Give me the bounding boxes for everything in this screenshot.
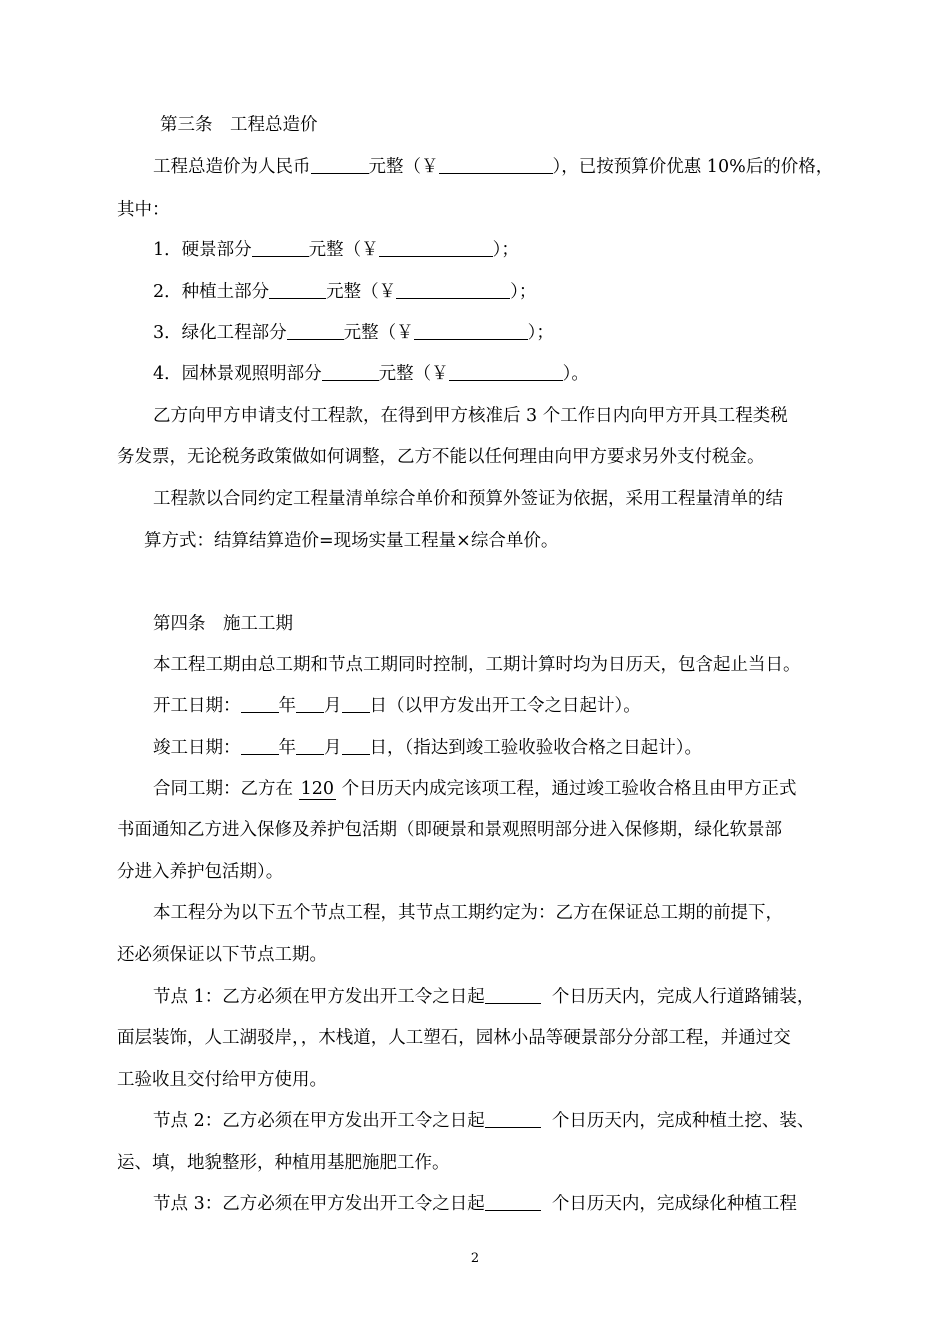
- article3-price-line-2: [117, 198, 170, 222]
- node2-text-b: 个日历天内，完成种植土挖、装、: [551, 1111, 815, 1131]
- end-month-blank: [296, 736, 324, 755]
- month-label: 月: [324, 738, 342, 758]
- price-item-unit: 元整（￥: [308, 240, 379, 260]
- price-item-end: ）；: [510, 282, 537, 302]
- price-item-amount-blank: [414, 321, 528, 340]
- payment-paragraph-l1: [153, 404, 788, 428]
- price-item-unit: 元整（￥: [326, 282, 397, 302]
- node1-l3: [117, 1068, 327, 1092]
- schedule-intro: [153, 653, 801, 677]
- price-item-blank: [322, 362, 379, 381]
- nodes-intro-text-2: 还必须保证以下节点工期。: [117, 945, 327, 965]
- price-item-amount-blank: [449, 362, 563, 381]
- schedule-intro-text: 本工程工期由总工期和节点工期同时控制，工期计算时均为日历天，包含起止当日。: [153, 655, 801, 675]
- start-date-label: 开工日期：: [153, 696, 241, 716]
- price-item-end: ）；: [527, 323, 554, 343]
- start-date-tail: 日（以甲方发出开工令之日起计）。: [369, 696, 641, 716]
- contract-days-value: 120: [300, 779, 334, 799]
- article3-heading-text: 第三条 工程总造价: [160, 115, 318, 135]
- node1-l2: [117, 1026, 791, 1050]
- nodes-intro-text-1: 本工程分为以下五个节点工程，其节点工期约定为：乙方在保证总工期的前提下，: [153, 903, 783, 923]
- article3-heading: [160, 113, 318, 137]
- start-month-blank: [296, 694, 324, 713]
- price-item-1: [153, 238, 519, 262]
- node2-l2: [117, 1151, 450, 1175]
- contract-period-text-2: 书面通知乙方进入保修及养护包活期（即硬景和景观照明部分进入保修期，绿化软景部: [117, 820, 782, 840]
- contract-period-label: 合同工期：乙方在: [153, 779, 293, 799]
- price-amount-blank: [439, 155, 553, 174]
- node1-days-blank: [485, 985, 541, 1004]
- month-label: 月: [324, 696, 342, 716]
- price-item-label: 1．硬景部分: [153, 240, 252, 260]
- settlement-text-1: 工程款以合同约定工程量清单综合单价和预算外签证为依据，采用工程量清单的结: [153, 489, 783, 509]
- nodes-intro-l1: [153, 901, 783, 925]
- payment-paragraph-l2: [117, 445, 765, 469]
- node2-days-blank: [485, 1109, 541, 1128]
- node1-text-2: 面层装饰，人工湖驳岸，，木栈道，人工塑石，园林小品等硬景部分分部工程，并通过交: [117, 1028, 791, 1048]
- price-among: 其中：: [117, 200, 170, 220]
- node2-text-2: 运、填，地貌整形，种植用基肥施肥工作。: [117, 1153, 450, 1173]
- year-label: 年: [278, 696, 296, 716]
- price-blank: [311, 155, 369, 174]
- price-intro: 工程总造价为人民币: [153, 157, 311, 177]
- node1-text-a: 节点 1：乙方必须在甲方发出开工令之日起: [153, 987, 485, 1007]
- price-item-unit: 元整（￥: [378, 364, 449, 384]
- price-item-end: ）。: [562, 364, 589, 384]
- nodes-intro-l2: [117, 943, 327, 967]
- end-day-blank: [342, 736, 370, 755]
- price-item-blank: [252, 238, 309, 257]
- end-date-label: 竣工日期：: [153, 738, 241, 758]
- node3-text-a: 节点 3：乙方必须在甲方发出开工令之日起: [153, 1194, 485, 1214]
- node2-l1: [153, 1109, 814, 1133]
- contract-period-text-3: 分进入养护包活期）。: [117, 862, 284, 882]
- payment-text-1: 乙方向甲方申请支付工程款，在得到甲方核准后 3 个工作日内向甲方开具工程类税: [153, 406, 788, 426]
- settlement-text-2: 算方式：结算结算造价=现场实量工程量×综合单价。: [144, 531, 559, 551]
- settlement-paragraph-l2: [144, 529, 558, 553]
- price-item-blank: [269, 280, 326, 299]
- price-item-amount-blank: [396, 280, 510, 299]
- price-item-label: 4．园林景观照明部分: [153, 364, 322, 384]
- node3-l1: [153, 1192, 797, 1216]
- price-item-4: [153, 362, 589, 386]
- node3-days-blank: [485, 1192, 541, 1211]
- page-number: 2: [470, 1251, 480, 1266]
- article4-heading-text: 第四条 施工工期: [153, 614, 293, 634]
- node2-text-a: 节点 2：乙方必须在甲方发出开工令之日起: [153, 1111, 485, 1131]
- price-item-amount-blank: [379, 238, 493, 257]
- start-date-line: [153, 694, 641, 718]
- price-unit: 元整（￥: [368, 157, 439, 177]
- end-date-line: [153, 736, 702, 760]
- node1-text-b: 个日历天内，完成人行道路铺装，: [551, 987, 815, 1007]
- end-date-tail: 日，（指达到竣工验收验收合格之日起计）。: [369, 738, 702, 758]
- price-item-blank: [287, 321, 344, 340]
- contract-period-l2: [117, 818, 782, 842]
- article4-heading: [153, 612, 293, 636]
- price-item-label: 2．种植土部分: [153, 282, 270, 302]
- contract-period-l3: [117, 860, 283, 884]
- node1-text-3: 工验收且交付给甲方使用。: [117, 1070, 327, 1090]
- node3-text-b: 个日历天内，完成绿化种植工程: [551, 1194, 797, 1214]
- price-item-label: 3．绿化工程部分: [153, 323, 287, 343]
- price-item-3: [153, 321, 554, 345]
- price-discount-note: ），已按预算价优惠 10%后的价格，: [552, 157, 834, 177]
- contract-period-l1: [153, 777, 797, 801]
- start-day-blank: [342, 694, 370, 713]
- year-label: 年: [278, 738, 296, 758]
- end-year-blank: [241, 736, 279, 755]
- payment-text-2: 务发票，无论税务政策做如何调整，乙方不能以任何理由向甲方要求另外支付税金。: [117, 447, 765, 467]
- article3-price-line: [153, 155, 833, 179]
- start-year-blank: [241, 694, 279, 713]
- price-item-unit: 元整（￥: [343, 323, 414, 343]
- price-item-end: ）；: [492, 240, 519, 260]
- price-item-2: [153, 280, 536, 304]
- settlement-paragraph-l1: [153, 487, 783, 511]
- node1-l1: [153, 985, 814, 1009]
- contract-period-text: 个日历天内成完该项工程，通过竣工验收合格且由甲方正式: [341, 779, 797, 799]
